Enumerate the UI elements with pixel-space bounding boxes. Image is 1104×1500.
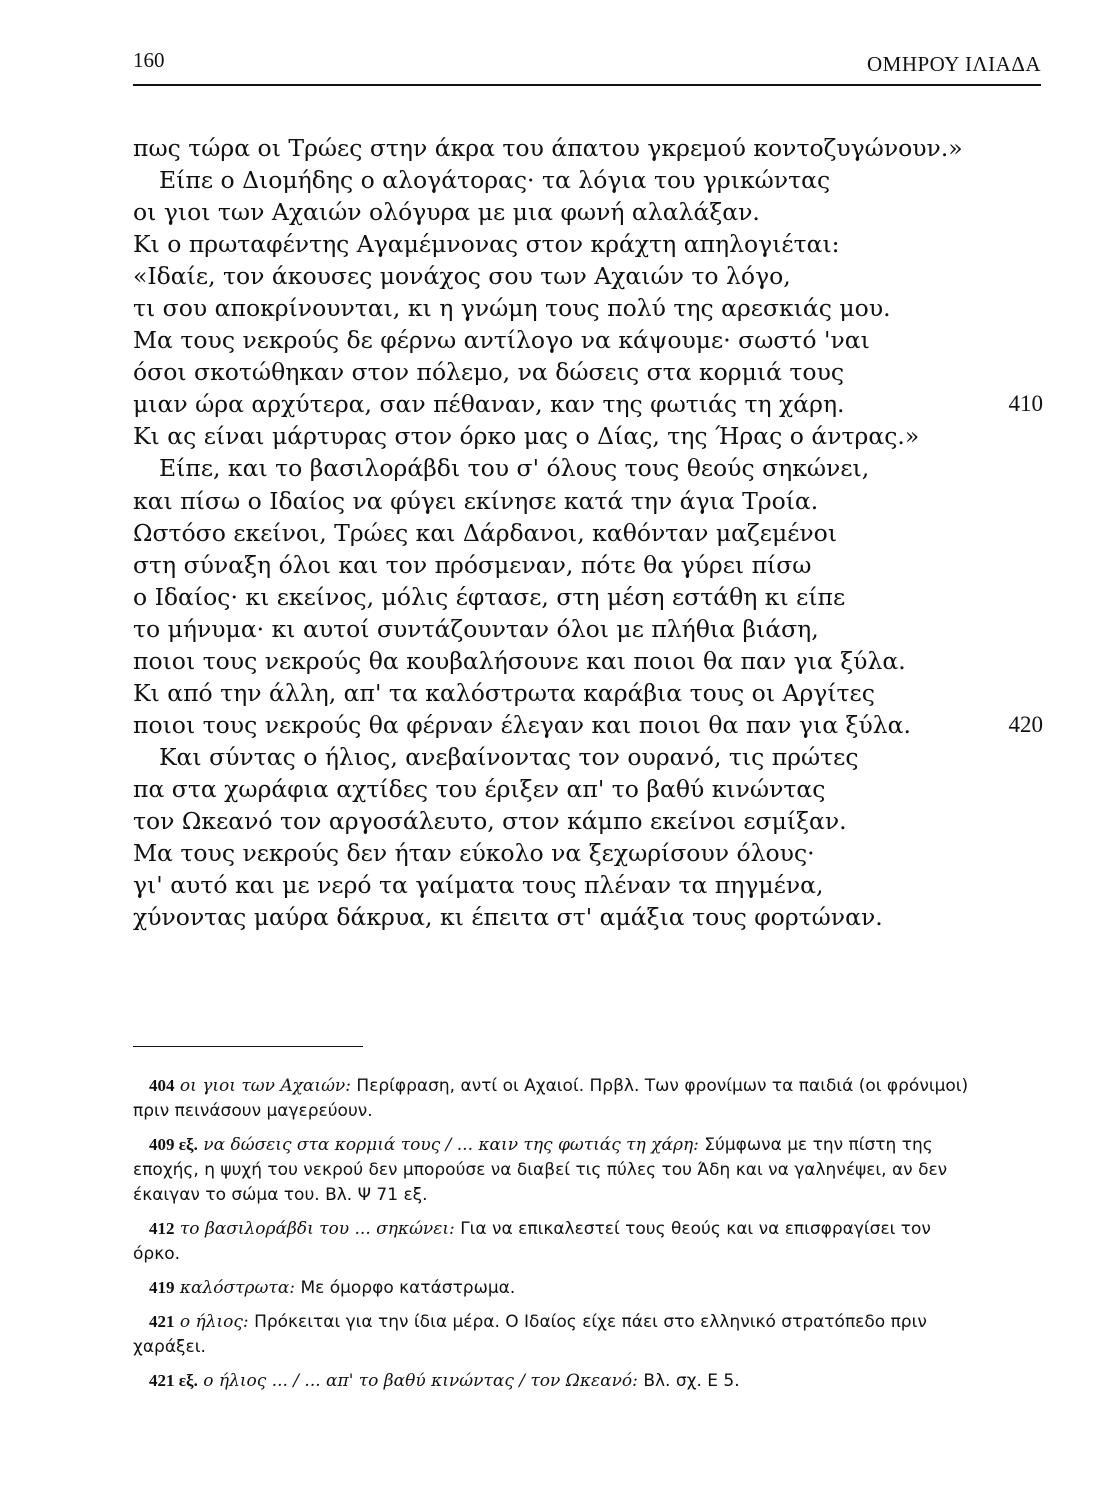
verse-text: και πίσω ο Ιδαίος να φύγει εκίνησε κατά την άγια Τροία.: [133, 486, 819, 515]
verse-text: γι' αυτό και με νερό τα γαίματα τους πλέναν τα πηγμένα,: [133, 871, 824, 900]
footnote-ref: 421 εξ.: [149, 1371, 198, 1390]
footnote-lemma: οι γιοι των Αχαιών:: [179, 1076, 351, 1096]
verse-line: [133, 164, 1043, 196]
footnote-ref: 419: [149, 1278, 175, 1297]
footnote-ref: 412: [149, 1219, 175, 1238]
verse-line: [133, 132, 1043, 164]
verse-line: [133, 549, 1043, 581]
verse-line: [133, 837, 1043, 869]
verse-text: πως τώρα οι Τρώες στην άκρα του άπατου γκρεμού κοντοζυγώνουν.»: [133, 134, 963, 162]
footnote: [133, 1073, 975, 1124]
verse-text: Ωστόσο εκείνοι, Τρώες και Δάρδανοι, καθόνταν μαζεμένοι: [133, 518, 838, 547]
verse-text: Μα τους νεκρούς δε φέρνω αντίλογο να κάψουμε· σωστό 'ναι: [133, 326, 870, 355]
verse-text: Είπε, και το βασιλοράβδι του σ' όλους τους θεούς σηκώνει,: [159, 454, 870, 483]
line-number: 420: [1008, 711, 1043, 737]
verse-text: Κι ας είναι μάρτυρας στον όρκο μας ο Δίας, της Ήρας ο άντρας.»: [133, 422, 920, 451]
verse-line: [133, 356, 1043, 388]
footnote-lemma: ο ήλιος ... / ... απ' το βαθύ κινώντας / τον Ωκεανό:: [203, 1371, 638, 1391]
verse-line: [133, 228, 1043, 260]
verse-text: Μα τους νεκρούς δεν ήταν εύκολο να ξεχωρίσουν όλους·: [133, 839, 815, 868]
poem-text: [133, 132, 1043, 933]
footnote-lemma: ο ήλιος:: [179, 1312, 249, 1332]
footnote: [133, 1309, 975, 1360]
verse-line: [133, 805, 1043, 837]
footnote-ref: 404: [149, 1076, 175, 1095]
footnote-body: Περίφραση, αντί οι Αχαιοί. Πρβλ. Των φρονίμων τα παιδιά (οι φρόνιμοι) πριν πεινάσουν μαγερεύουν.: [133, 1076, 969, 1121]
verse-text: τι σου αποκρίνουνται, κι η γνώμη τους πολύ της αρεσκιάς μου.: [133, 294, 891, 323]
verse-line: [133, 581, 1043, 613]
verse-line: [133, 741, 1043, 773]
footnote-body: Για να επικαλεστεί τους θεούς και να επισφραγίσει τον όρκο.: [133, 1219, 931, 1264]
footnote: [133, 1368, 975, 1394]
footnote-ref: 409 εξ.: [149, 1135, 198, 1154]
verse-line: [133, 260, 1043, 292]
verse-text: «Ιδαίε, τον άκουσες μονάχος σου των Αχαιών το λόγο,: [133, 262, 791, 291]
verse-text: Κι από την άλλη, απ' τα καλόστρωτα καράβια τους οι Αργίτες: [133, 678, 875, 707]
verse-text: οι γιοι των Αχαιών ολόγυρα με μια φωνή αλαλάξαν.: [133, 198, 760, 227]
page-number: 160: [133, 48, 165, 72]
footnotes: [133, 1073, 975, 1402]
verse-text: τον Ωκεανό τον αργοσάλευτο, στον κάμπο εκείνοι εσμίξαν.: [133, 806, 847, 835]
verse-line: [133, 324, 1043, 356]
verse-text: μιαν ώρα αρχύτερα, σαν πέθαναν, καν της φωτιάς τη χάρη.: [133, 390, 845, 419]
verse-text: το μήνυμα· κι αυτοί συντάζουνταν όλοι με πλήθια βιάση,: [133, 614, 819, 643]
footnote-separator: [133, 1046, 363, 1047]
footnote: [133, 1132, 975, 1208]
footnote: [133, 1275, 975, 1301]
verse-line: [133, 517, 1043, 549]
verse-text: ποιοι τους νεκρούς θα κουβαλήσουνε και ποιοι θα παν για ξύλα.: [133, 646, 906, 675]
verse-line: [133, 388, 1043, 420]
verse-line: [133, 420, 1043, 452]
verse-line: [133, 452, 1043, 484]
footnote-lemma: καλόστρωτα:: [179, 1278, 296, 1298]
verse-text: Κι ο πρωταφέντης Αγαμέμνονας στον κράχτη απηλογιέται:: [133, 230, 840, 259]
verse-text: όσοι σκοτώθηκαν στον πόλεμο, να δώσεις στα κορμιά τους: [133, 358, 845, 387]
line-number: 410: [1008, 391, 1043, 417]
verse-text: πα στα χωράφια αχτίδες του έριξεν απ' το βαθύ κινώντας: [133, 774, 826, 803]
verse-line: [133, 196, 1043, 228]
verse-line: [133, 901, 1043, 933]
header-rule: [133, 84, 1041, 86]
running-title: ΟΜΗΡΟΥ ΙΛΙΑΔΑ: [867, 52, 1041, 76]
verse-line: [133, 773, 1043, 805]
verse-text: στη σύναξη όλοι και τον πρόσμεναν, πότε θα γύρει πίσω: [133, 550, 812, 579]
footnote-body: Πρόκειται για την ίδια μέρα. Ο Ιδαίος είχε πάει στο ελληνικό στρατόπεδο πριν χαράξει.: [133, 1312, 927, 1357]
verse-line: [133, 677, 1043, 709]
verse-line: [133, 613, 1043, 645]
page-header: [133, 42, 1041, 82]
verse-text: χύνοντας μαύρα δάκρυα, κι έπειτα στ' αμάξια τους φορτώναν.: [133, 903, 883, 932]
verse-text: Είπε ο Διομήδης ο αλογάτορας· τα λόγια του γρικώντας: [159, 166, 831, 195]
footnote-lemma: να δώσεις στα κορμιά τους / ... καιν της φωτιάς τη χάρη:: [203, 1135, 699, 1155]
footnote: [133, 1216, 975, 1267]
footnote-body: Με όμορφο κατάστρωμα.: [300, 1278, 516, 1298]
verse-text: Και σύντας ο ήλιος, ανεβαίνοντας τον ουρανό, τις πρώτες: [159, 742, 859, 771]
verse-line: [133, 292, 1043, 324]
verse-line: [133, 485, 1043, 517]
verse-line: [133, 709, 1043, 741]
verse-line: [133, 869, 1043, 901]
footnote-ref: 421: [149, 1312, 175, 1331]
verse-line: [133, 645, 1043, 677]
footnote-lemma: το βασιλοράβδι του ... σηκώνει:: [179, 1219, 455, 1239]
footnote-body: Βλ. σχ. Ε 5.: [643, 1371, 740, 1391]
verse-text: ο Ιδαίος· κι εκείνος, μόλις έφτασε, στη μέση εστάθη κι είπε: [133, 582, 846, 611]
verse-text: ποιοι τους νεκρούς θα φέρναν έλεγαν και ποιοι θα παν για ξύλα.: [133, 710, 911, 739]
footnote-body: Σύμφωνα με την πίστη της εποχής, η ψυχή του νεκρού δεν μπορούσε να διαβεί τις πύλες του Άδη και να γαληνέψει, αν δεν έκαιγαν το σώμα του. Βλ. Ψ 71 εξ.: [133, 1135, 948, 1205]
